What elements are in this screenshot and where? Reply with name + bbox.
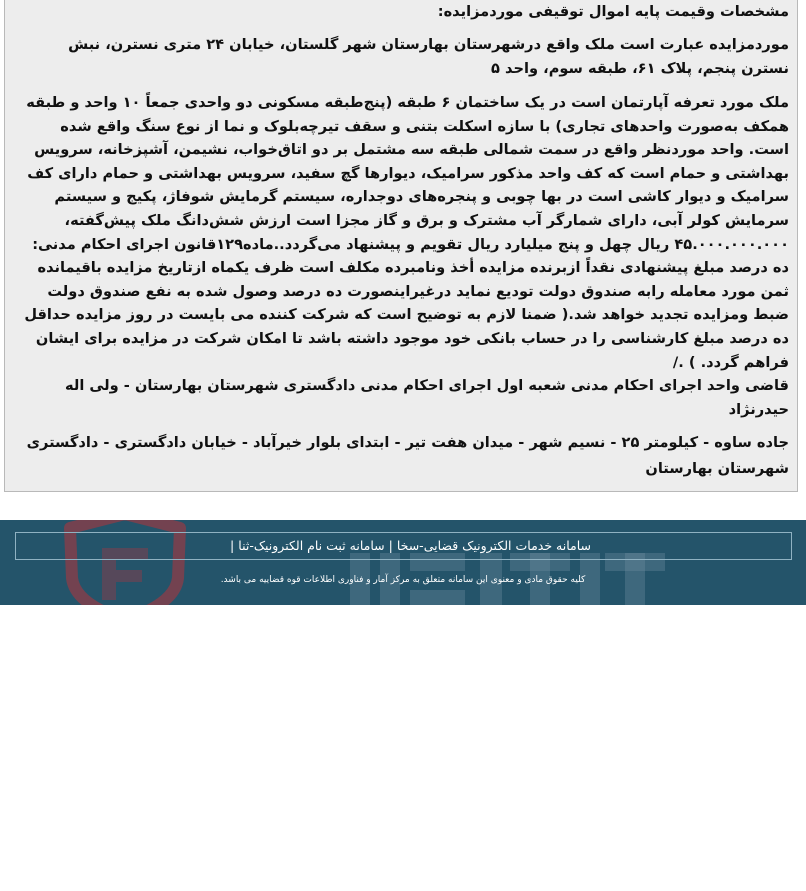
judge-signature: قاضی واحد اجرای احکام مدنی شعبه اول اجرای احکام مدنی دادگستری شهرستان بهارستان - ولی اله حیدرنژاد xyxy=(65,377,789,419)
footer-link-sakha[interactable]: سامانه خدمات الکترونیک قضایی-سخا xyxy=(396,538,591,553)
footer-separator: | xyxy=(230,538,235,553)
footer-copyright: کلیه حقوق مادی و معنوی این سامانه متعلق به مرکز آمار و فناوری اطلاعات قوه قضاییه می باشد. xyxy=(220,575,586,585)
site-footer xyxy=(0,520,806,605)
footer-separator: | xyxy=(388,538,393,553)
notice-heading: مشخصات وقیمت پایه اموال توقیفی موردمزایده: xyxy=(437,3,789,20)
court-address: جاده ساوه - کیلومتر ۲۵ - نسیم شهر - میدان هفت تیر - ابتدای بلوار خیرآباد - خیابان دادگستری - دادگستری شهرستان بهارستان xyxy=(26,434,789,478)
notice-panel xyxy=(4,0,798,492)
property-address: موردمزایده عبارت است ملک واقع درشهرستان بهارستان شهر گلستان، خیابان ۲۴ متری نسترن، نبش نسترن پنجم، پلاک ۶۱، طبقه سوم، واحد ۵ xyxy=(68,36,789,77)
property-description: ملک مورد تعرفه آپارتمان است در یک ساختمان ۶ طبقه (پنج‌طبقه مسکونی دو واحدی جمعاً ۱۰ واحد و طبقه همکف به‌صورت واحدهای تجاری) با سازه اسکلت بتنی و سقف تیرچه‌بلوک و نما از نوع سنگ واقع شده است. واحد موردنظر واقع در سمت شمالی طبقه سه مشتمل بر دو اتاق‌خواب، نشیمن، آشپزخانه، سرویس بهداشتی و حمام است که کف واحد مذکور سرامیک، دیوارها گچ سفید، سرویس بهداشتی و حمام دارای کف سرامیک و دیوار کاشی است در بها چوبی و پنجره‌های دوجداره، سیستم گرمایش شوفاژ، پکیج و سیستم سرمایش کولر آبی، دارای شمارگر آب مشترک و برق و گاز مجزا است ارزش شش‌دانگ ملک پیش‌گفته، ۴۵.۰۰۰.۰۰۰.۰۰۰ ریال چهل و پنج میلیارد ریال تقویم و پیشنهاد می‌گردد..ماده۱۲۹قانون اجرای احکام مدنی: ده درصد مبلغ پیشنهادی نقداً ازبرنده مزایده أخذ ونامبرده مکلف است ظرف یکماه ازتاریخ مزایده باقیمانده ثمن مورد معامله رابه صندوق دولت تودیع نماید درغیراینصورت ده درصد وصول شده به نفع صندوق دولت ضبط ومزایده تجدید خواهد شد.( ضمنا لازم به توضیح است که شرکت کننده می بایست در روز مزایده حداقل ده درصد مبلغ کارشناسی را در حساب بانکی خود موجود داشته باشد تا امکان شرکت در مزایده برای ایشان فراهم گردد. ) ./ xyxy=(24,94,789,371)
footer-link-sana[interactable]: سامانه ثبت نام الکترونیک-ثنا xyxy=(238,538,385,553)
footer-links-bar xyxy=(15,532,792,560)
